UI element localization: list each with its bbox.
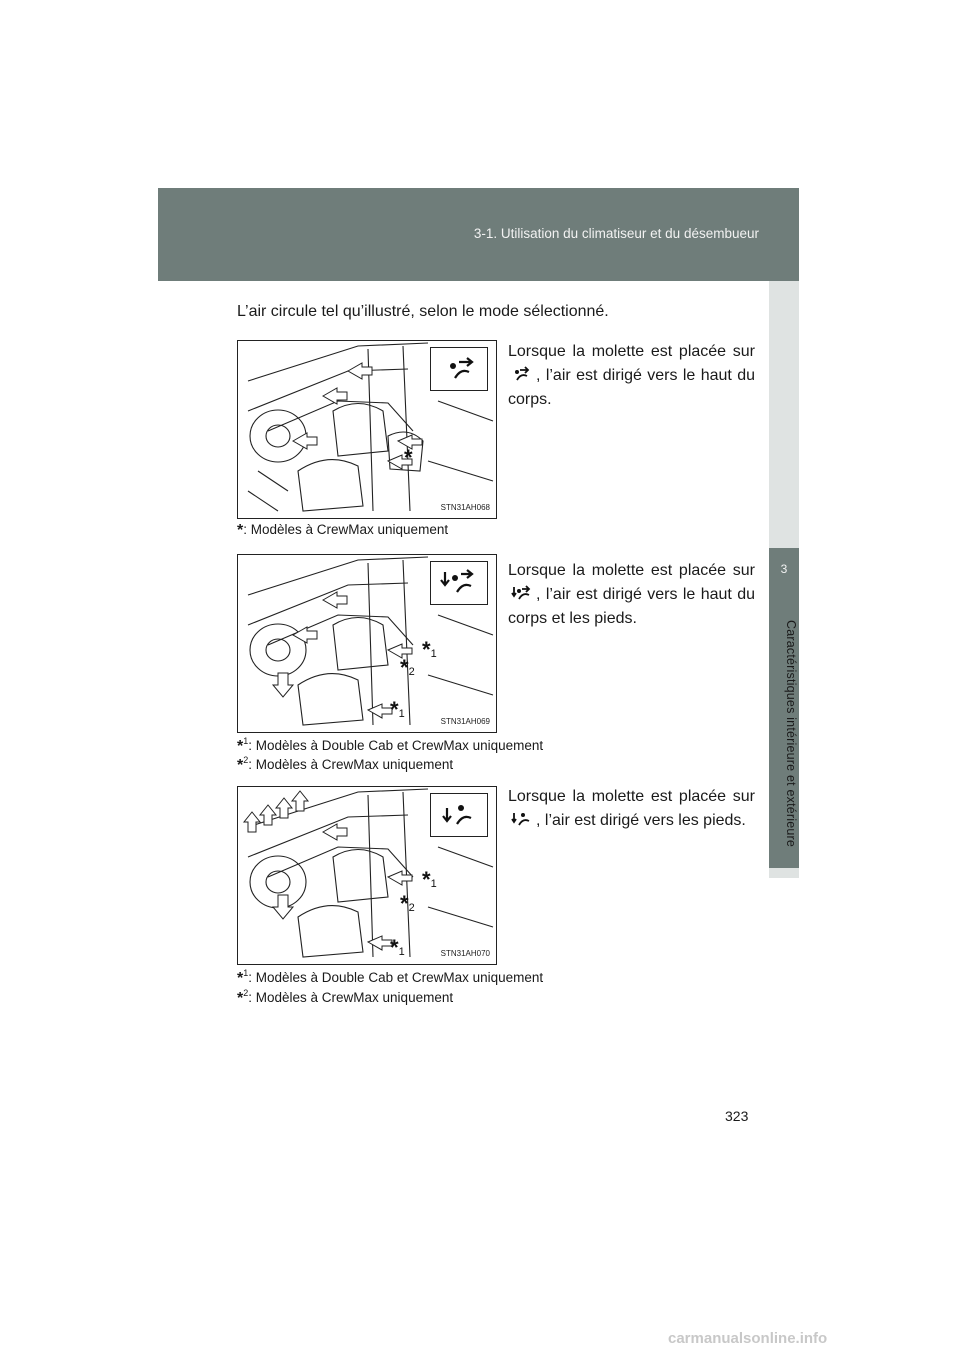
footnote-marker-1: *1	[422, 637, 437, 662]
footnote-marker: *	[404, 445, 413, 470]
figure-1-description: Lorsque la molette est placée sur , l’air est dirigé vers le haut du corps.	[508, 343, 755, 408]
section-title: 3-1. Utilisation du climatiseur et du désembueur	[473, 226, 759, 241]
intro-text: L’air circule tel qu’illustré, selon le mode sélectionné.	[237, 303, 609, 320]
page-number: 323	[725, 1108, 749, 1124]
figure-3-description: Lorsque la molette est placée sur , l’air est dirigé vers les pieds.	[508, 788, 755, 829]
figure-code: STN31AH068	[440, 503, 490, 512]
figure-code: STN31AH069	[440, 717, 490, 726]
foot-vent-icon	[510, 810, 534, 828]
footnote-marker-1b: *1	[390, 935, 405, 960]
footnote-marker-2: *2	[400, 655, 415, 680]
figure-face-mode	[237, 340, 497, 519]
footnote-marker-1b: *1	[390, 697, 405, 722]
watermark: carmanualsonline.info	[668, 1330, 828, 1347]
figure-2-description: Lorsque la molette est placée sur , l’air est dirigé vers le haut du corps et les pieds.	[508, 562, 755, 627]
chapter-label: Caractéristiques intérieure et extérieure	[784, 620, 798, 848]
figure-3-note-1: *$^1$: Modèles à Double Cab et CrewMax uniquement	[237, 968, 544, 987]
side-strip	[769, 281, 799, 548]
face-vent-icon	[510, 365, 534, 383]
figure-foot-mode	[237, 786, 497, 965]
footnote-marker-1: *1	[422, 867, 437, 892]
bi-level-vent-icon	[510, 584, 534, 602]
footnote-marker-2: *2	[400, 891, 415, 916]
figure-2-note-2: *$^2$: Modèles à CrewMax uniquement	[237, 755, 454, 774]
figure-2-note-1: *$^1$: Modèles à Double Cab et CrewMax uniquement	[237, 736, 544, 755]
face-vent-icon	[430, 347, 488, 391]
figure-code: STN31AH070	[440, 949, 490, 958]
figure-1-note: *: Modèles à CrewMax uniquement	[237, 522, 449, 539]
header-band	[158, 188, 799, 281]
chapter-number: 3	[780, 562, 788, 576]
foot-vent-icon	[430, 793, 488, 837]
figure-bilevel-mode	[237, 554, 497, 733]
bi-level-vent-icon	[430, 561, 488, 605]
figure-3-note-2: *$^2$: Modèles à CrewMax uniquement	[237, 988, 454, 1007]
